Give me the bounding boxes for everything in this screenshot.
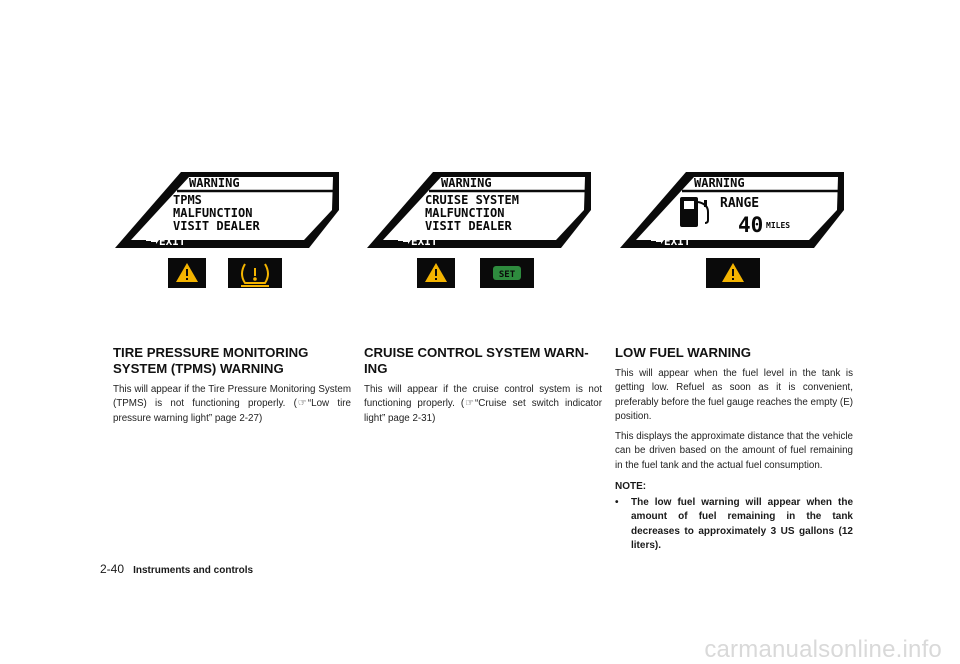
- exit-label: EXIT: [411, 235, 438, 248]
- note-bullet: [615, 496, 853, 553]
- low-fuel-warning-display-figure: [618, 160, 848, 305]
- note-label: NOTE:: [615, 481, 647, 493]
- cruise-display-graphic: [365, 160, 595, 305]
- reference-hand-icon: ☞: [465, 398, 475, 410]
- section-title: CRUISE CONTROL SYSTEM WARN-ING: [364, 345, 589, 376]
- exit-label: EXIT: [159, 235, 186, 248]
- exit-label: EXIT: [664, 235, 691, 248]
- page-number: 2-40: [100, 562, 125, 576]
- display-line-3: VISIT DEALER: [425, 219, 512, 233]
- cross-reference: “Low tire pressure warning light” page 2-27): [113, 398, 351, 424]
- body-text: This will appear if the cruise control system is not functioning properly. (: [364, 384, 602, 410]
- section-body: [113, 383, 351, 426]
- display-line-1: TPMS: [173, 193, 202, 207]
- display-header: WARNING: [441, 176, 492, 190]
- reference-hand-icon: ☞: [297, 398, 307, 410]
- display-header: WARNING: [694, 176, 745, 190]
- range-value: 40: [738, 213, 764, 237]
- section-title: TIRE PRESSURE MONITORING SYSTEM (TPMS) WARNING: [113, 345, 309, 376]
- range-unit: MILES: [766, 221, 791, 230]
- tpms-section: [113, 345, 351, 432]
- paragraph-1: This will appear when the fuel level in the tank is getting low. Refuel as soon as it is convenient, preferably before the fuel gauge reaches the empty (E) position.: [615, 368, 853, 422]
- display-line-2: MALFUNCTION: [425, 206, 505, 220]
- low-fuel-section: [615, 345, 853, 553]
- set-label: SET: [498, 270, 516, 280]
- display-header: WARNING: [189, 176, 240, 190]
- display-line-2: MALFUNCTION: [173, 206, 253, 220]
- body-text: This will appear if the Tire Pressure Monitoring System (TPMS) is not functioning properly. (: [113, 384, 351, 410]
- watermark: carmanualsonline.info: [704, 636, 942, 663]
- display-line-3: VISIT DEALER: [173, 219, 260, 233]
- tpms-display-graphic: [113, 160, 343, 305]
- section-name: Instruments and controls: [133, 565, 254, 576]
- note-text: The low fuel warning will appear when the amount of fuel remaining in the tank decreases to approximately 3 US gallons (12 liters).: [631, 497, 853, 551]
- low-fuel-display-graphic: [618, 160, 848, 305]
- page-footer: [100, 562, 253, 576]
- section-title: LOW FUEL WARNING: [615, 345, 752, 360]
- bullet-mark: •: [615, 497, 619, 509]
- cross-reference: “Cruise set switch indicator light” page 2-31): [364, 398, 602, 424]
- paragraph-2: This displays the approximate distance that the vehicle can be driven based on the amount of fuel remaining in the fuel tank and the actual fuel consumption.: [615, 431, 853, 471]
- cruise-warning-display-figure: [365, 160, 595, 305]
- cruise-control-section: [364, 345, 602, 432]
- section-body: [364, 383, 602, 426]
- range-label: RANGE: [720, 196, 760, 211]
- display-line-1: CRUISE SYSTEM: [425, 193, 519, 207]
- set-indicator-icon: [493, 266, 521, 280]
- tpms-warning-display-figure: [113, 160, 343, 305]
